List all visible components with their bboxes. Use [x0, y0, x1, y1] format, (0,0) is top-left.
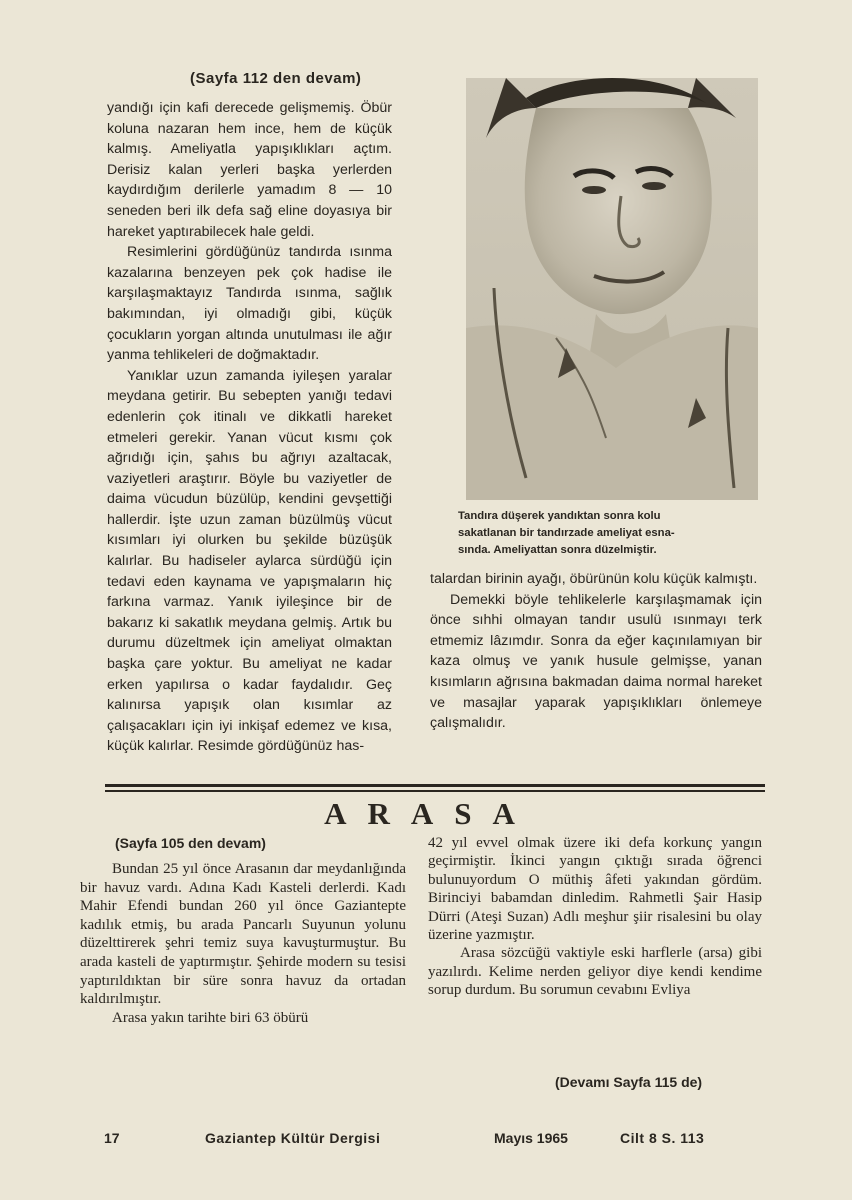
- paragraph: 42 yıl evvel olmak üzere iki defa korkunç yangın geçirmiştir. İkinci yangın çıktığı sırada öğrenci bulunuyordum O müthiş âfeti yakından gördüm. Birinciyi babamdan dinledim. Rahmetli Şair Hasip Dürri (Ateşi Suzan) Adlı meşhur şiir risalesini bu olay üzerine yazmıştır.: [428, 835, 762, 944]
- article-title: ARASA: [324, 796, 536, 831]
- paragraph: Bundan 25 yıl önce Arasanın dar meydanlığında bir havuz vardı. Adına Kadı Kasteli derlerdi. Kadı Mahir Efendi bundan 260 yıl önce Gaziantepte kadılık etmiş, bu arada Pancarlı Suyunun yolunu düzelttirerek şehri temiz suya kavuşturmuştur. Bu arada kasteli de yaptırmıştır. Şehirde modern su tesisi yaptırıldıktan bir süre sonra havuz da ortadan kaldırılmıştır.: [80, 861, 406, 1008]
- paragraph: Arasa sözcüğü vaktiyle eski harflerle (arsa) gibi yazılırdı. Kelime nerden geliyor diye kendi kendime sorup durdum. Bu sorumun cevabını Evliya: [428, 945, 762, 999]
- caption-line: sakatlanan bir tandırzade ameliyat esna-: [458, 527, 675, 539]
- issue-date: Mayıs 1965: [494, 1130, 568, 1146]
- continued-to-label: (Devamı Sayfa 115 de): [555, 1074, 703, 1090]
- photo-illustration: [466, 78, 758, 500]
- paragraph: yandığı için kafi derecede gelişmemiş. Öbür koluna nazaran hem ince, hem de küçük kalmış. Ameliyatla yapışıklıkları açtım. Derisiz kalan yerleri başka yerlerden kaydırdığım derilerle yamadım 8 — 10 seneden beri ilk defa sağ eline doyasıya bir hareket yaptırabilecek hale geldi.: [107, 100, 392, 240]
- continued-from-label: (Sayfa 105 den devam): [115, 835, 266, 851]
- paragraph: Resimlerini gördüğünüz tandırda ısınma kazalarına benzeyen pek çok hadise ile karşılaşmaktayız Tandırda ısınma, sağlık bakımından, iyi olmadığı gibi, küçük çocukların yorgan altında unutulması ile ağır yanma tehlikeleri de doğmaktadır.: [107, 244, 392, 364]
- paragraph: Yanıklar uzun zamanda iyileşen yaralar meydana getirir. Bu sebepten yanığı tedavi edenlerin çok itinalı ve dikkatli hareket etmeleri gerekir. Yanan vücut kısmı çok ağrıdığı için, şahıs bu ağrıyı azaltacak, vaziyetleri araştırır. Böyle bu vaziyetler de daima vücudun büzülüp, kendini gevşettiği hallerdir. İşte uzun zaman büzülmüş vücut kısımları iyi olurken bu şekilde büzüşük kalırlar. Bu hadiseler aylarca sürdüğü için tedavi eden kaynama ve yapışmaların hiç farkına varmaz. Yanık iyileşince bir de bakarız ki sakatlık meydana gelmiş. Artık bu durumu düzeltmek için ameliyat olmaktan başka çare yoktur. Bu ameliyat ne kadar erken yapılırsa o kadar faydalıdır. Geç kalınırsa yapışık olan kısımlar az çalışacakları için iyi inkişaf edemez ve kısa, küçük kalırlar. Resimde gördüğünüz has-: [107, 367, 392, 755]
- patient-photo: [466, 78, 758, 500]
- caption-line: Tandıra düşerek yandıktan sonra kolu: [458, 510, 661, 522]
- continued-from-label: (Sayfa 112 den devam): [190, 70, 362, 87]
- lower-right-column: [428, 834, 762, 1000]
- photo-caption: [458, 508, 758, 559]
- paragraph: talardan birinin ayağı, öbürünün kolu küçük kalmıştı.: [430, 571, 758, 587]
- upper-right-column: [430, 569, 762, 734]
- section-divider: [105, 790, 765, 792]
- issue-number: Cilt 8 S. 113: [620, 1130, 705, 1146]
- paragraph: Arasa yakın tarihte biri 63 öbürü: [112, 1009, 309, 1026]
- section-divider: [105, 784, 765, 787]
- lower-left-column: [80, 860, 406, 1027]
- journal-name: Gaziantep Kültür Dergisi: [205, 1130, 381, 1146]
- upper-left-column: [107, 98, 392, 757]
- paragraph: Demekki böyle tehlikelerle karşılaşmamak için önce sıhhi olmayan tandır usulü ısınmayı terk etmemiz lâzımdır. Sonra da eğer kaçınılamıyan bir kaza olmuş ve yanık husule gelmişse, yanan kısımların ağrısına bakmadan daima normal hareket ve masajlar yaparak yapışıklıkları önlemeye çalışmalıdır.: [430, 591, 762, 732]
- caption-line: sında. Ameliyattan sonra düzelmiştir.: [458, 544, 657, 556]
- page-number: 17: [104, 1130, 120, 1146]
